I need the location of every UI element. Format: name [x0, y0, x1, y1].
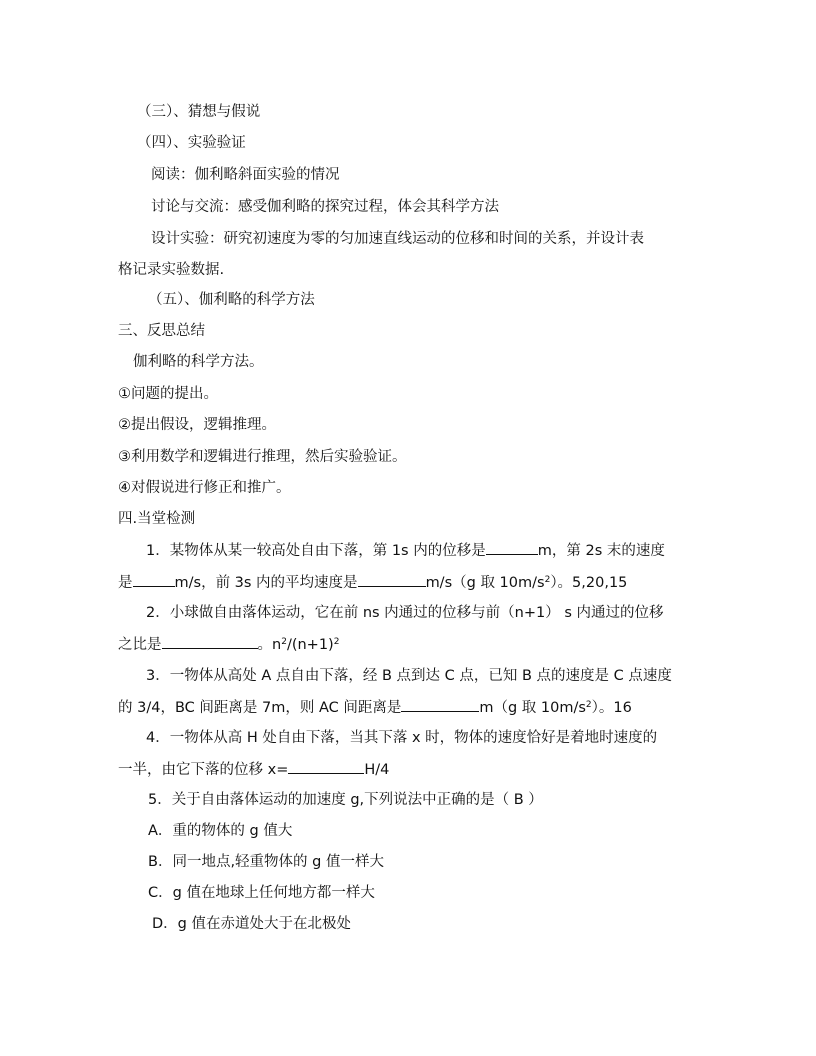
question-2-text-b: 之比是 — [118, 637, 162, 653]
superscript: 2 — [333, 637, 340, 647]
question-2-text-c: 。n — [257, 637, 282, 653]
question-4-text-a: 4．一物体从高 H 处自由下落，当其下落 x 时，物体的速度恰好是着地时速度的 — [146, 730, 658, 746]
list-item-step1: ①问题的提出。 — [118, 386, 218, 402]
question-1-line2 — [118, 572, 627, 593]
question-5-stem: 5．关于自由落体运动的加速度 g,下列说法中正确的是（ B ） — [148, 792, 543, 808]
question-1-text-f: ）。5,20,15 — [550, 575, 628, 591]
answer-blank — [358, 572, 426, 587]
question-4-text-c: H/4 — [364, 762, 390, 778]
question-5-option-d: D．g 值在赤道处大于在北极处 — [152, 916, 351, 932]
question-5-option-a: A．重的物体的 g 值大 — [148, 823, 293, 839]
question-5-option-b: B．同一地点,轻重物体的 g 值一样大 — [148, 854, 384, 870]
subsection-heading-method: （五）、伽利略的科学方法 — [148, 292, 315, 308]
question-1-line1 — [146, 540, 665, 561]
question-2-text-a: 2．小球做自由落体运动，它在前 ns 内通过的位移与前（n+1） s 内通过的位移 — [146, 605, 664, 621]
subsection-heading-experiment: （四）、实验验证 — [137, 135, 246, 151]
question-1-text-b: m，第 2s 末的速度 — [537, 543, 665, 559]
paragraph-design-line1: 设计实验：研究初速度为零的匀加速直线运动的位移和时间的关系，并设计表 — [151, 231, 644, 247]
answer-blank — [162, 634, 258, 649]
list-item-step3: ③利用数学和逻辑进行推理，然后实验验证。 — [118, 449, 407, 465]
question-1-text-d: m/s，前 3s 内的平均速度是 — [174, 575, 358, 591]
section-heading-quiz: 四.当堂检测 — [118, 511, 196, 527]
answer-blank — [133, 572, 175, 587]
question-5-option-c: C．g 值在地球上任何地方都一样大 — [148, 885, 375, 901]
superscript: 2 — [281, 637, 287, 647]
question-3-text-d: ）。16 — [591, 700, 632, 716]
question-3-line2 — [118, 697, 632, 718]
list-item-step4: ④对假说进行修正和推广。 — [118, 480, 291, 496]
answer-blank — [486, 540, 538, 555]
question-1-text-e: m/s（g 取 10m/s — [425, 575, 545, 591]
list-item-step2: ②提出假设，逻辑推理。 — [118, 417, 276, 433]
answer-blank — [288, 759, 364, 774]
question-4-text-b: 一半，由它下落的位移 x= — [118, 762, 289, 778]
paragraph-reading: 阅读：伽利略斜面实验的情况 — [151, 167, 340, 183]
paragraph-design-line2: 格记录实验数据. — [118, 262, 225, 278]
question-2-line2 — [118, 634, 339, 655]
question-2-text-d: /(n+1) — [286, 637, 334, 653]
superscript: 2 — [544, 575, 551, 585]
section-heading-reflection: 三、反思总结 — [118, 323, 205, 339]
paragraph-discussion: 讨论与交流：感受伽利略的探究过程，体会其科学方法 — [151, 199, 499, 215]
question-4-line1 — [146, 728, 657, 748]
question-1-text-a: 1．某物体从某一较高处自由下落，第 1s 内的位移是 — [146, 543, 486, 559]
subsection-heading-hypothesis: （三）、猜想与假说 — [137, 104, 261, 120]
question-3-text-b: 的 3/4，BC 间距离是 7m，则 AC 间距离是 — [118, 700, 402, 716]
question-1-text-c: 是 — [118, 575, 133, 591]
answer-blank — [401, 697, 479, 712]
superscript: 2 — [585, 700, 592, 710]
question-3-text-a: 3．一物体从高处 A 点自由下落，经 B 点到达 C 点，已知 B 点的速度是 C 点速度 — [146, 668, 672, 684]
question-4-line2 — [118, 759, 389, 780]
question-3-line1 — [146, 666, 672, 686]
question-2-line1 — [146, 603, 664, 623]
paragraph-method-title: 伽利略的科学方法。 — [133, 354, 264, 370]
question-3-text-c: m（g 取 10m/s — [479, 700, 586, 716]
